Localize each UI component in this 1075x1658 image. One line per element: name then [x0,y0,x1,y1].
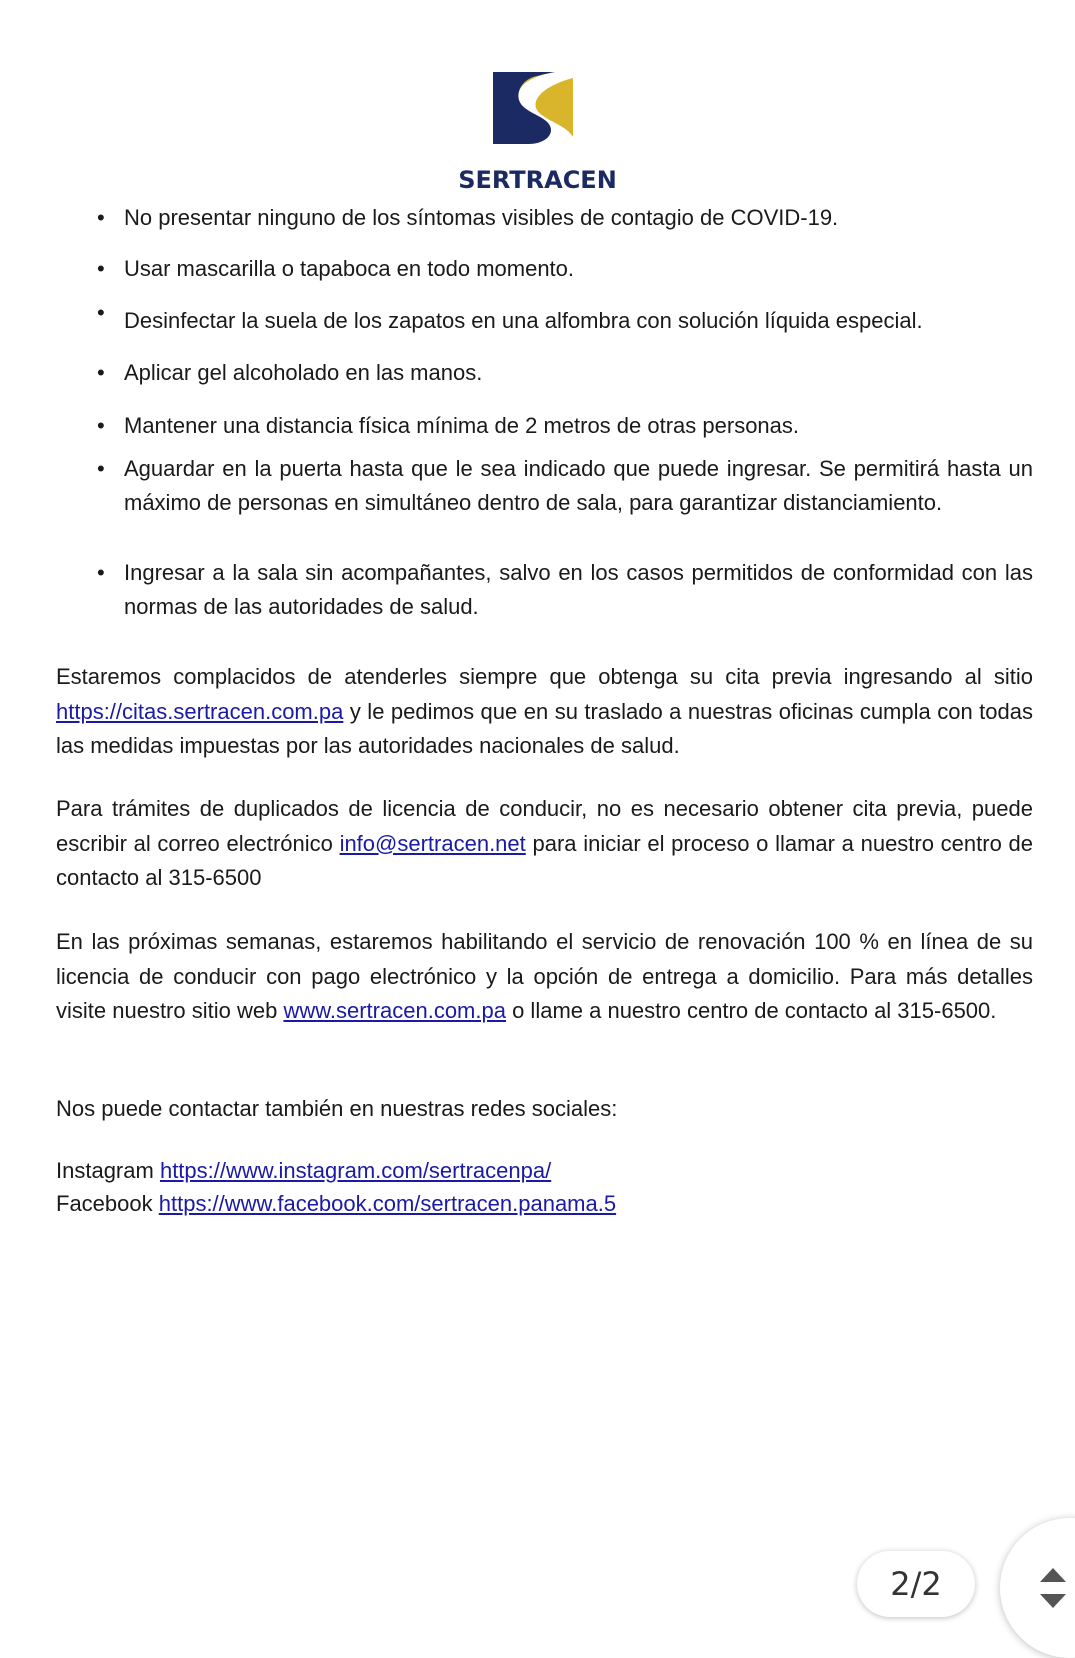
bullet-icon: • [97,560,105,585]
logo-wordmark: SERTRACEN [458,166,617,194]
bullet-icon: • [97,456,105,481]
social-intro-paragraph: Nos puede contactar también en nuestras redes sociales: [56,1096,618,1121]
email-link[interactable]: info@sertracen.net [339,830,526,856]
list-item [97,409,1033,443]
sertracen-logo-icon [493,72,583,147]
instagram-line [56,1154,551,1188]
list-item [97,452,1033,520]
bullet-icon: • [97,360,105,385]
page-indicator: 2/2 [857,1551,975,1617]
duplicates-paragraph: Para trámites de duplicados de licencia de conducir, no es necesario obtener cita previa, puede escribir al correo electrónico info@sertracen.net para iniciar el proceso o llamar a nuestro centro de contacto al 315-6500 [56,796,1033,890]
list-item-text: Mantener una distancia física mínima de 2 metros de otras personas. [124,413,800,438]
facebook-link[interactable]: https://www.facebook.com/sertracen.panama.5 [158,1191,617,1216]
website-link[interactable]: www.sertracen.com.pa [283,998,506,1023]
renewal-paragraph: En las próximas semanas, estaremos habilitando el servicio de renovación 100 % en línea de su licencia de conducir con pago electrónico y la opción de entrega a domicilio. Para más detalles visite nuestro sitio web www.sertracen.com.pa o llame a nuestro centro de contacto al 315-6500. [56,929,1033,1023]
instagram-label: Instagram [56,1158,154,1183]
citas-link[interactable]: https://citas.sertracen.com.pa [56,698,344,724]
list-item-text: Ingresar a la sala sin acompañantes, salvo en los casos permitidos de conformidad con las normas de las autoridades de salud. [124,560,1033,619]
bullet-icon: • [97,256,105,281]
bullet-icon: • [97,205,105,230]
facebook-label: Facebook [56,1191,153,1216]
list-item [97,556,1033,624]
list-item [97,201,1033,235]
list-item-text: Aplicar gel alcoholado en las manos. [124,360,483,385]
facebook-line [56,1187,616,1221]
list-item-text: Usar mascarilla o tapaboca en todo momento. [124,256,575,281]
list-item-text: Desinfectar la suela de los zapatos en una alfombra con solución líquida especial. [124,308,923,333]
list-item-text: No presentar ninguno de los síntomas visibles de contagio de COVID-19. [124,205,839,230]
list-item [97,300,1033,338]
up-down-arrows-icon [1038,1564,1068,1612]
list-item [97,252,1033,286]
bullet-icon: • [97,413,105,438]
list-item-text: Aguardar en la puerta hasta que le sea indicado que puede ingresar. Se permitirá hasta un máximo de personas en simultáneo dentro de sala, para garantizar distanciamiento. [124,456,1033,515]
instagram-link[interactable]: https://www.instagram.com/sertracenpa/ [159,1158,552,1183]
bullet-icon: • [97,300,105,325]
list-item [97,356,1033,390]
appointment-paragraph: Estaremos complacidos de atenderles siempre que obtenga su cita previa ingresando al sitio https://citas.sertracen.com.pa y le pedimos que en su traslado a nuestras oficinas cumpla con todas las medidas impuestas por las autoridades nacionales de salud. [56,664,1033,758]
page-scroll-button[interactable] [1000,1518,1075,1658]
